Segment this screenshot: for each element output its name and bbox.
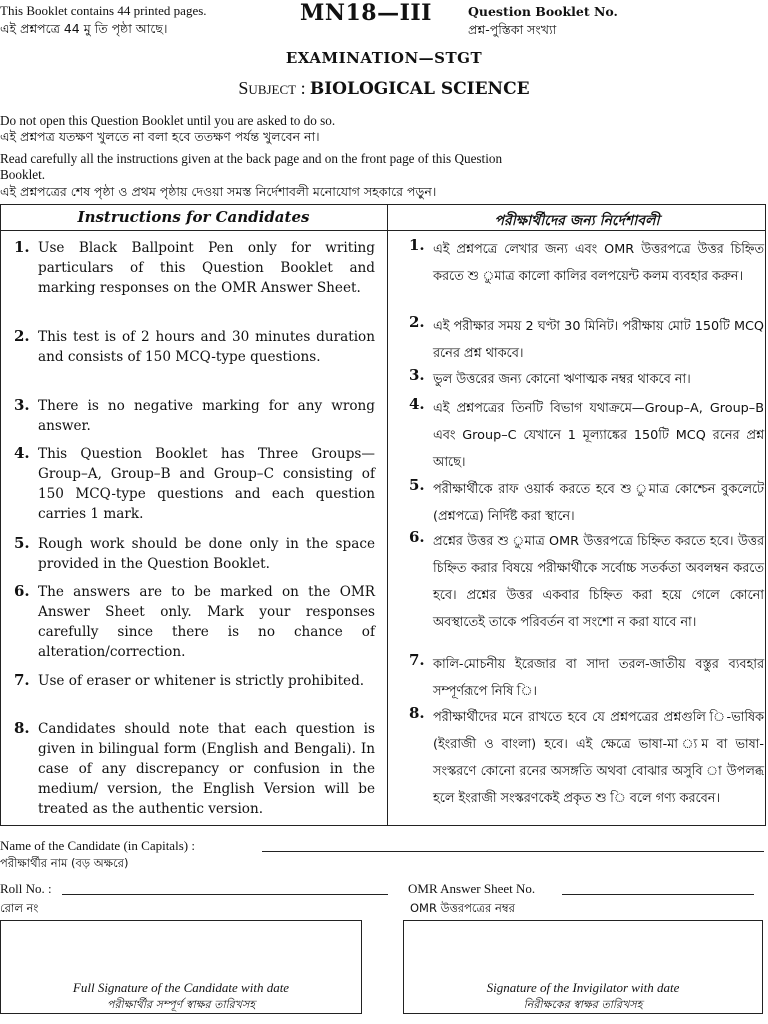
candidate-name-label-bengali: পরীক্ষার্থীর নাম (বড় অক্ষরে) <box>0 856 129 870</box>
instruction-number: 3. <box>409 366 425 384</box>
instruction-number: 8. <box>409 704 425 722</box>
candidate-signature-box[interactable] <box>0 920 362 1014</box>
instruction-text: There is no negative marking for any wrong answer. <box>38 398 375 434</box>
booklet-code: MN18—III <box>300 0 432 26</box>
instruction-number: 2. <box>409 313 425 331</box>
instruction-text: কালি-মোচনীয় ইরেজার বা সাদা তরল-জাতীয় বস্তুর ব্যবহার সম্পূর্ণরূপে নিষি ি। <box>433 657 764 699</box>
invigilator-signature-box[interactable] <box>403 920 763 1014</box>
candidate-name-field[interactable] <box>262 851 764 852</box>
note-do-not-open: Do not open this Question Booklet until you are asked to do so. <box>0 113 336 128</box>
page-count-note-bengali: এই প্রশ্নপত্রে 44 মু তি পৃষ্ঠা আছে। <box>0 21 168 36</box>
instruction-text: This test is of 2 hours and 30 minutes duration and consists of 150 MCQ-type questions. <box>38 329 375 365</box>
instruction-number: 8. <box>14 719 30 737</box>
instructions-heading-english: Instructions for Candidates <box>77 208 310 226</box>
invigilator-signature-caption: Signature of the Invigilator with date <box>486 980 680 995</box>
instruction-text: প্রশ্নের উত্তর শু ুমাত্র OMR উত্তরপত্রে চিহ্নিত করতে হবে। উত্তর চিহ্নিত করার বিষয়ে পরীক্ষার্থীকে সর্বোচ্চ সতর্কতা অবলম্বন করতে হবে। প্রশ্নের উত্তর একবার চিহ্নিত করা হয়ে গেলে কোনো অবস্থাতেই তাকে পরিবর্তন বা সংশো ন করা যাবে না। <box>433 534 764 630</box>
instruction-text: পরীক্ষার্থীদের মনে রাখতে হবে যে প্রশ্নপত্রের প্রশ্নগুলি ি-ভাষিক (ইংরাজী ও বাংলা) হবে। এই ক্ষেত্রে ভাষা-মা ্যম বা ভাষা-সংস্করণে কোনো রনের অসঙ্গতি অথবা বোঝার অসুবি া উপলব্ধ হলে ইংরাজী সংস্করণকেই প্রকৃত শু ি বলে গণ্য করবেন। <box>433 710 764 806</box>
instruction-number: 7. <box>409 651 425 669</box>
instruction-number: 1. <box>409 236 425 254</box>
question-booklet-number-label: Question Booklet No. <box>468 4 618 19</box>
omr-sheet-number-field[interactable] <box>562 894 754 895</box>
instruction-number: 4. <box>14 444 30 462</box>
instruction-text: এই প্রশ্নপত্রের তিনটি বিভাগ যথাক্রমে—Group–A, Group–B এবং Group–C যেখানে 1 মূল্যাঙ্কের 150টি MCQ রনের প্রশ্ন আছে। <box>433 401 764 470</box>
subject-label: Subject : <box>238 78 306 98</box>
roll-number-field[interactable] <box>62 894 388 895</box>
instruction-number: 7. <box>14 671 30 689</box>
instruction-text: Candidates should note that each question is given in bilingual form (English and Bengali). In case of any discrepancy or confusion in the medium/ version, the English Version will be treated as the authentic version. <box>38 721 375 817</box>
instruction-text: ভুল উত্তরের জন্য কোনো ঋণাত্মক নম্বর থাকবে না। <box>433 372 691 387</box>
instruction-number: 2. <box>14 327 30 345</box>
instruction-text: This Question Booklet has Three Groups—Group–A, Group–B and Group–C consisting of 150 MCQ-type questions and each question carries 1 mark. <box>38 446 375 522</box>
note-read-carefully-continued: Booklet. <box>0 167 46 182</box>
instruction-text: The answers are to be marked on the OMR Answer Sheet only. Mark your responses carefully since there is no chance of alteration/correction. <box>38 584 375 660</box>
instruction-text: এই প্রশ্নপত্রে লেখার জন্য এবং OMR উত্তরপত্রে উত্তর চিহ্নিত করতে শু ুমাত্র কালো কালির বলপয়েন্ট কলম ব্যবহার করুন। <box>433 242 764 284</box>
omr-sheet-number-label: OMR Answer Sheet No. <box>408 881 536 896</box>
instruction-number: 6. <box>14 582 30 600</box>
instruction-number: 5. <box>409 476 425 494</box>
instruction-number: 4. <box>409 395 425 413</box>
question-booklet-number-label-bengali: প্রশ্ন-পুস্তিকা সংখ্যা <box>468 22 557 37</box>
note-do-not-open-bengali: এই প্রশ্নপত্র যতক্ষণ খুলতে না বলা হবে ততক্ষণ পর্যন্ত খুলবেন না। <box>0 129 320 144</box>
instruction-text: Use of eraser or whitener is strictly prohibited. <box>38 673 365 689</box>
instruction-text: Use Black Ballpoint Pen only for writing particulars of this Question Booklet and marking responses on the OMR Answer Sheet. <box>38 240 375 296</box>
candidate-signature-caption: Full Signature of the Candidate with date <box>72 980 290 995</box>
instructions-heading-bengali: পরীক্ষার্থীদের জন্য নির্দেশাবলী <box>494 213 660 229</box>
instruction-number: 6. <box>409 528 425 546</box>
note-read-carefully-bengali: এই প্রশ্নপত্রের শেষ পৃষ্ঠা ও প্রথম পৃষ্ঠায় দেওয়া সমস্ত নির্দেশাবলী মনোযোগ সহকারে পড়ুন। <box>0 184 437 199</box>
instruction-text: পরীক্ষার্থীকে রাফ ওয়ার্ক করতে হবে শু ুমাত্র কোশ্চেন বুকলেটে (প্রশ্নপত্রে) নির্দিষ্ট করা স্থানে। <box>433 482 764 524</box>
column-divider <box>387 204 388 826</box>
instruction-text: এই পরীক্ষার সময় 2 ঘণ্টা 30 মিনিট। পরীক্ষায় মোট 150টি MCQ রনের প্রশ্ন থাকবে। <box>433 319 764 361</box>
page-count-note: This Booklet contains 44 printed pages. <box>0 3 207 18</box>
instruction-number: 1. <box>14 238 30 256</box>
subject-value: BIOLOGICAL SCIENCE <box>309 79 530 99</box>
subject-line <box>0 78 768 99</box>
candidate-signature-caption-bengali: পরীক্ষার্থীর সম্পূর্ণ স্বাক্ষর তারিখসহ <box>107 998 255 1011</box>
note-read-carefully: Read carefully all the instructions given at the back page and on the front page of this Question <box>0 151 503 166</box>
roll-number-label-bengali: রোল নং <box>0 901 39 915</box>
invigilator-signature-caption-bengali: নিরীক্ষকের স্বাক্ষর তারিখসহ <box>523 998 643 1011</box>
roll-number-label: Roll No. : <box>0 881 52 896</box>
instruction-number: 3. <box>14 396 30 414</box>
instruction-text: Rough work should be done only in the space provided in the Question Booklet. <box>38 536 375 572</box>
instruction-number: 5. <box>14 534 30 552</box>
candidate-name-label: Name of the Candidate (in Capitals) : <box>0 838 195 853</box>
omr-sheet-number-label-bengali: OMR উত্তরপত্রের নম্বর <box>410 901 515 915</box>
exam-title: EXAMINATION—STGT <box>285 49 483 67</box>
